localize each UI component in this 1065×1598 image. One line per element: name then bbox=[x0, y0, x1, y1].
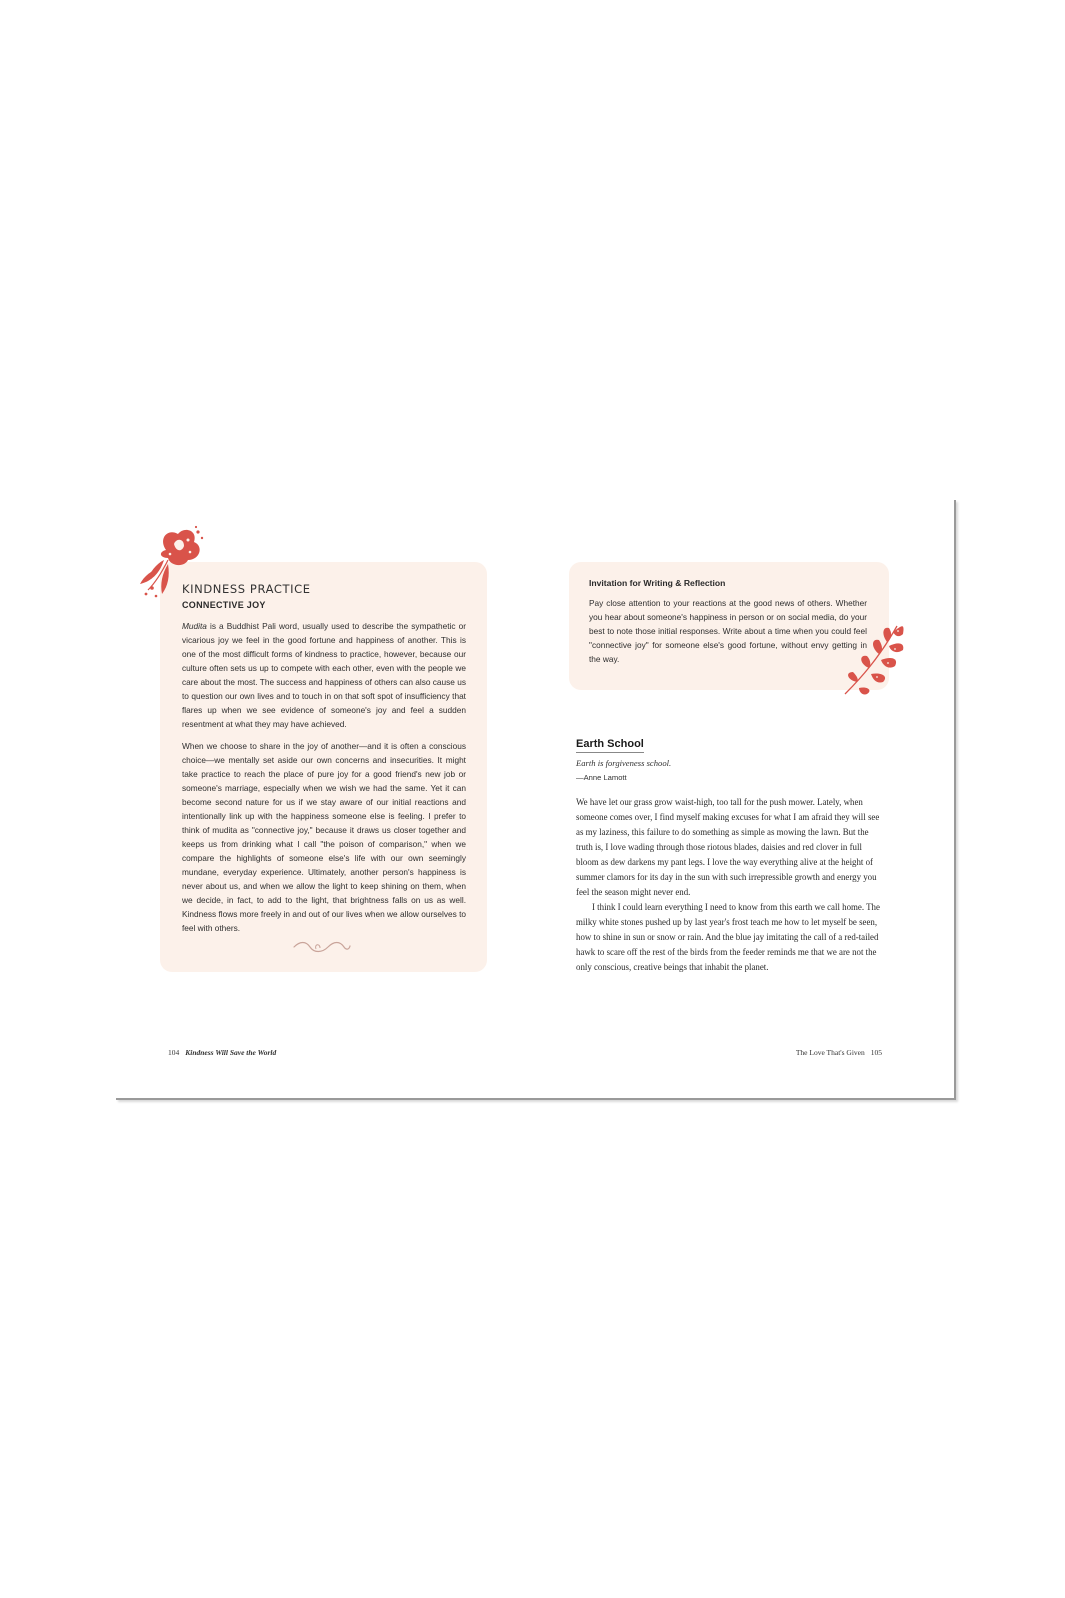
epigraph-author: —Anne Lamott bbox=[576, 773, 627, 782]
swash-ornament-icon bbox=[292, 940, 352, 954]
practice-paragraph-1 bbox=[182, 619, 466, 731]
practice-paragraph-1-text: is a Buddhist Pali word, usually used to describe the sympathetic or vicarious joy we feel in the good fortune and happiness of another. This is one of the most difficult forms of kindness to practice, however, because our culture often sets us up to compete with each other, even with the people we care about the most. The success and happiness of others can also cause us to question our own lives and to touch in on that soft spot of insufficiency that flares up when we see evidence of someone's joy and feel a sudden resentment at what they may have achieved. bbox=[182, 621, 466, 729]
kindness-practice-box bbox=[160, 562, 487, 972]
practice-heading: KINDNESS PRACTICE bbox=[182, 582, 311, 596]
invitation-body: Pay close attention to your reactions at the good news of others. Whether you hear about someone's happiness in person or on social media, do your best to note those initial responses. Write about a time when you could feel "connective joy" for someone else's good fortune, without envy getting in the way. bbox=[589, 598, 867, 664]
essay-paragraph-2: I think I could learn everything I need to know from this earth we call home. The milky white stones pushed up by last year's frost teach me how to let myself be seen, how to shine in sun or snow or rain. And the blue jay imitating the call of a red-tailed hawk to scare off the rest of the birds from the feeder reminds me that we are not the only conscious, creative beings that inhabit the planet. bbox=[576, 902, 880, 972]
left-page bbox=[116, 500, 535, 1098]
left-page-number: 104 bbox=[168, 1048, 180, 1057]
practice-paragraph-2: When we choose to share in the joy of another—and it is often a conscious choice—we mentally set aside our own concerns and insecurities. It might take practice to reach the place of pure joy for a good friend's new job or someone's marriage, especially when we wish we had the same. Yet it can become second nature for us if we stay aware of our initial reactions and intentionally link up with the happiness someone else is feeling. I prefer to think of mudita as "connective joy," because it draws us closer together and keeps us from drinking what I call "the poison of comparison," when we compare the highlights of someone else's life with our own seemingly mundane, everyday experience. Ultimately, another person's happiness is never about us, and when we allow the light to keep shining on them, when we decide, in fact, to add to the light, that brightness falls on us as well. Kindness flows more freely in and out of our lives when we allow ourselves to feel with others. bbox=[182, 741, 466, 933]
right-page-footer bbox=[796, 1048, 882, 1057]
essay-body bbox=[576, 795, 881, 975]
leaf-branch-icon bbox=[837, 620, 907, 700]
epigraph: Earth is forgiveness school. bbox=[576, 758, 672, 768]
right-running-title: The Love That's Given bbox=[795, 1048, 865, 1057]
right-page bbox=[535, 500, 954, 1098]
essay-title: Earth School bbox=[576, 738, 644, 753]
left-running-title: Kindness Will Save the World bbox=[185, 1048, 277, 1057]
mudita-term: Mudita bbox=[182, 621, 207, 631]
right-page-number: 105 bbox=[870, 1048, 882, 1057]
book-spread bbox=[116, 500, 956, 1100]
left-page-footer bbox=[168, 1048, 276, 1057]
essay-paragraph-1: We have let our grass grow waist-high, too tall for the push mower. Lately, when someone comes over, I find myself making excuses for what I am afraid they will see as my laziness, this failure to do something as simple as mowing the lawn. But the truth is, I love wading through those riotous blades, daisies and red clover in full bloom as dew darkens my pant legs. I love the way everything alive at the height of summer clamors for its day in the sun with such irrepressible growth and energy you feel the season might never end. bbox=[576, 797, 880, 897]
flower-illustration-icon bbox=[138, 524, 208, 602]
practice-subtitle: CONNECTIVE JOY bbox=[182, 600, 266, 610]
invitation-title: Invitation for Writing & Reflection bbox=[589, 578, 726, 588]
practice-body bbox=[182, 619, 466, 943]
